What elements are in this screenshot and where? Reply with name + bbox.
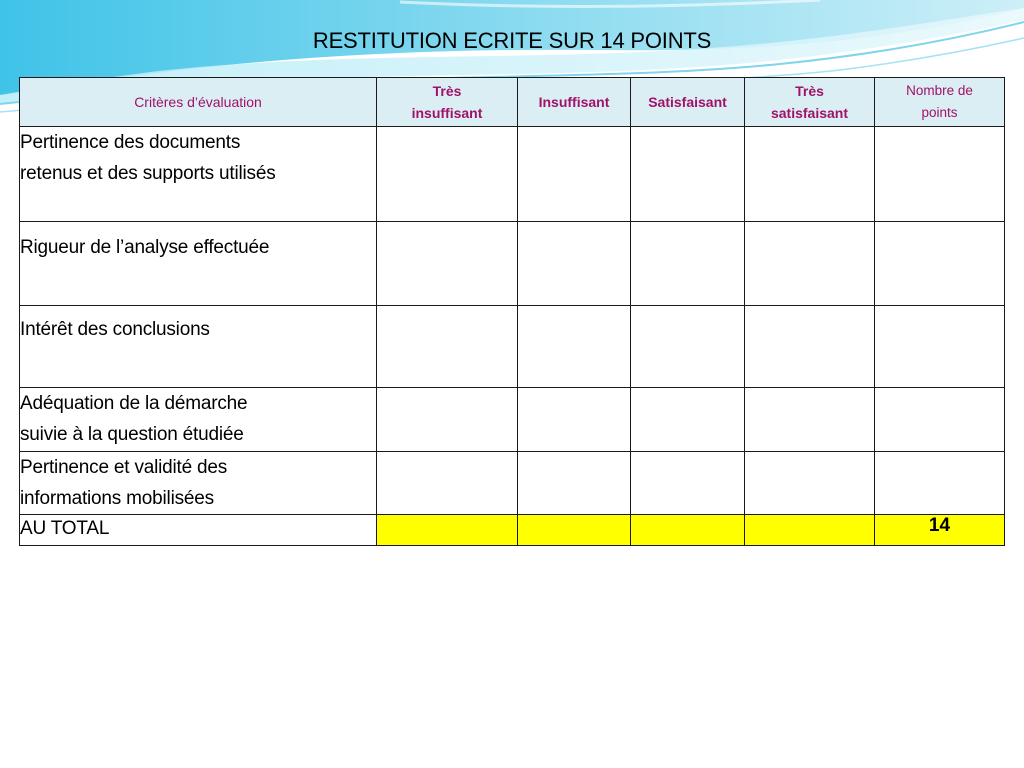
criteria-line: Rigueur de l’analyse effectuée (20, 237, 270, 258)
header-criteria: Critères d’évaluation (20, 78, 377, 127)
header-satisfaisant: Satisfaisant (631, 78, 745, 127)
cell-satisfaisant[interactable] (631, 306, 745, 388)
cell-tres-satisfaisant[interactable] (745, 222, 875, 306)
cell-tres-satisfaisant[interactable] (745, 388, 875, 452)
cell-insuffisant[interactable] (518, 452, 631, 515)
header-insuffisant: Insuffisant (518, 78, 631, 127)
total-cell-tres-satisfaisant[interactable] (745, 515, 875, 546)
slide-title: RESTITUTION ECRITE SUR 14 POINTS (312, 28, 712, 53)
cell-satisfaisant[interactable] (631, 127, 745, 222)
criteria-cell (20, 127, 377, 222)
header-tres-insuffisant-line-1: Très (432, 83, 462, 99)
header-nombre-points-line-2: points (921, 105, 958, 120)
criteria-line: Adéquation de la démarche (20, 393, 248, 414)
header-tres-insuffisant (377, 78, 518, 127)
cell-tres-insuffisant[interactable] (377, 222, 518, 306)
cell-tres-satisfaisant[interactable] (745, 452, 875, 515)
total-row (20, 515, 1005, 546)
cell-satisfaisant[interactable] (631, 388, 745, 452)
table-row (20, 306, 1005, 388)
header-tres-satisfaisant-line-1: Très (795, 83, 824, 99)
cell-nombre-points[interactable] (875, 388, 1005, 452)
cell-nombre-points[interactable] (875, 452, 1005, 515)
cell-tres-insuffisant[interactable] (377, 127, 518, 222)
cell-tres-insuffisant[interactable] (377, 388, 518, 452)
total-points-value: 14 (875, 515, 1005, 546)
table-row (20, 452, 1005, 515)
cell-insuffisant[interactable] (518, 388, 631, 452)
total-label: AU TOTAL (20, 515, 377, 546)
cell-insuffisant[interactable] (518, 127, 631, 222)
criteria-line: suivie à la question étudiée (20, 424, 244, 445)
cell-insuffisant[interactable] (518, 306, 631, 388)
cell-satisfaisant[interactable] (631, 452, 745, 515)
cell-tres-insuffisant[interactable] (377, 306, 518, 388)
criteria-line: Pertinence des documents (20, 132, 241, 153)
header-nombre-points-line-1: Nombre de (906, 83, 973, 98)
criteria-line: Intérêt des conclusions (20, 319, 210, 340)
cell-satisfaisant[interactable] (631, 222, 745, 306)
header-tres-satisfaisant-line-2: satisfaisant (770, 105, 849, 121)
criteria-cell (20, 388, 377, 452)
cell-tres-insuffisant[interactable] (377, 452, 518, 515)
table-row (20, 222, 1005, 306)
header-tres-satisfaisant (745, 78, 875, 127)
criteria-cell (20, 306, 377, 388)
total-cell-satisfaisant[interactable] (631, 515, 745, 546)
cell-tres-satisfaisant[interactable] (745, 306, 875, 388)
criteria-line: Pertinence et validité des (20, 457, 228, 478)
header-row (20, 78, 1005, 127)
criteria-cell (20, 452, 377, 515)
cell-insuffisant[interactable] (518, 222, 631, 306)
header-tres-insuffisant-line-2: insuffisant (411, 105, 483, 121)
table-row (20, 127, 1005, 222)
header-nombre-points (875, 78, 1005, 127)
criteria-cell (20, 222, 377, 306)
criteria-line: informations mobilisées (20, 488, 214, 509)
criteria-line: retenus et des supports utilisés (20, 163, 276, 184)
cell-tres-satisfaisant[interactable] (745, 127, 875, 222)
total-cell-tres-insuffisant[interactable] (377, 515, 518, 546)
total-cell-insuffisant[interactable] (518, 515, 631, 546)
evaluation-grid-table (19, 77, 1005, 546)
cell-nombre-points[interactable] (875, 222, 1005, 306)
cell-nombre-points[interactable] (875, 306, 1005, 388)
cell-nombre-points[interactable] (875, 127, 1005, 222)
table-row (20, 388, 1005, 452)
